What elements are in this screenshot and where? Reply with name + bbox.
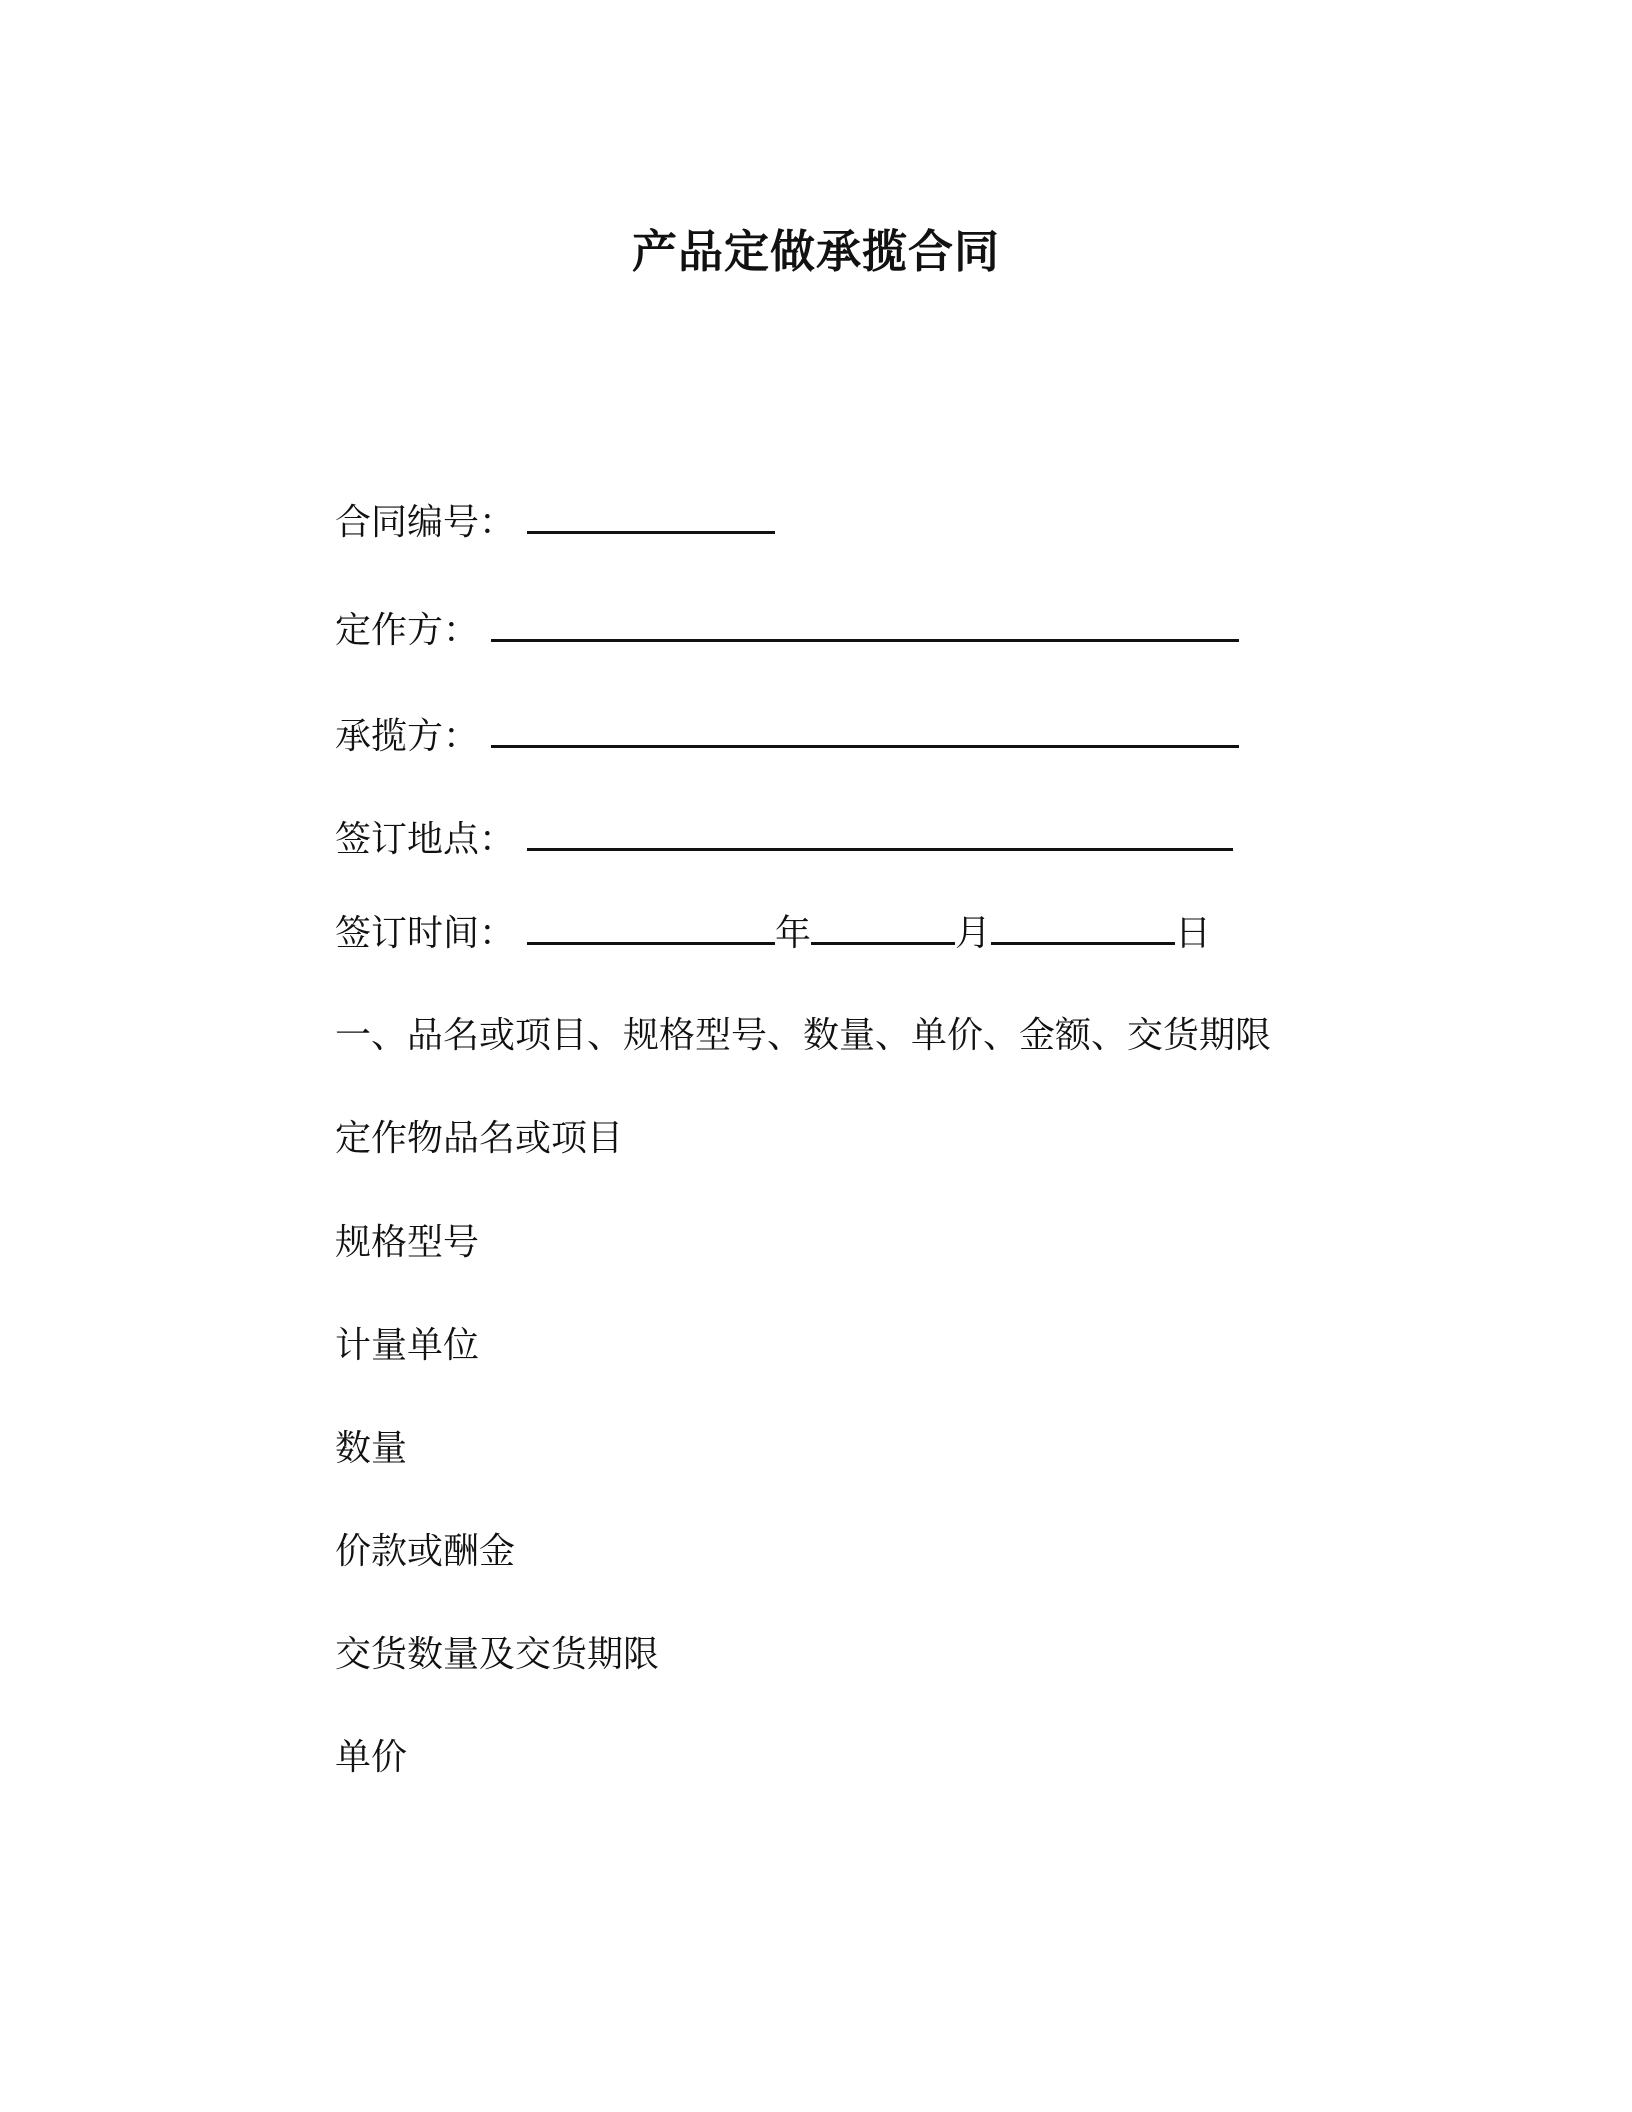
signing-place-blank[interactable] xyxy=(527,814,1233,851)
item-delivery-quantity-deadline: 交货数量及交货期限 xyxy=(335,1634,660,1675)
item-quantity: 数量 xyxy=(335,1428,408,1469)
year-blank[interactable] xyxy=(527,908,775,945)
orderer-blank[interactable] xyxy=(491,605,1239,642)
month-blank[interactable] xyxy=(811,908,955,945)
signing-time-label: 签订时间： xyxy=(335,913,516,954)
item-spec-model: 规格型号 xyxy=(335,1222,480,1263)
day-blank[interactable] xyxy=(991,908,1175,945)
orderer-label: 定作方： xyxy=(335,610,480,651)
item-product-name: 定作物品名或项目 xyxy=(335,1118,624,1159)
contract-number-label: 合同编号： xyxy=(335,502,516,543)
orderer-row xyxy=(335,605,1239,656)
document-title: 产品定做承揽合同 xyxy=(631,225,1000,278)
day-label: 日 xyxy=(1175,913,1212,954)
item-unit-price: 单价 xyxy=(335,1737,408,1778)
signing-place-row xyxy=(335,814,1233,865)
year-label: 年 xyxy=(775,913,812,954)
contractor-label: 承揽方： xyxy=(335,716,480,757)
contractor-blank[interactable] xyxy=(491,711,1239,748)
contract-number-row xyxy=(335,497,775,548)
contractor-row xyxy=(335,711,1239,762)
month-label: 月 xyxy=(955,913,992,954)
signing-time-row xyxy=(335,908,1211,959)
section-1-heading: 一、品名或项目、规格型号、数量、单价、金额、交货期限 xyxy=(335,1015,1272,1056)
item-unit: 计量单位 xyxy=(335,1325,480,1366)
item-price-or-fee: 价款或酬金 xyxy=(335,1531,516,1572)
contract-number-blank[interactable] xyxy=(527,497,775,534)
signing-place-label: 签订地点： xyxy=(335,819,516,860)
